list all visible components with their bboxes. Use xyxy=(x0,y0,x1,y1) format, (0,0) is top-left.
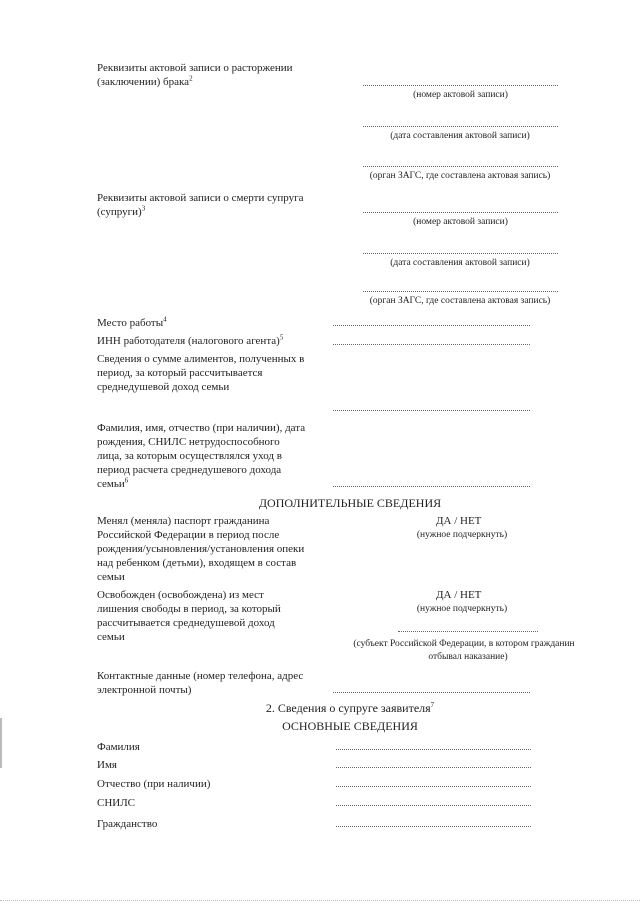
death-office-caption: (орган ЗАГС, где составлена актовая запись) xyxy=(369,296,551,306)
prison-release-label: Освобожден (освобождена) из мест xyxy=(97,589,264,601)
passport-change-label-cont: рождения/усыновления/установления опеки xyxy=(97,543,305,555)
divorce-number-caption: (номер актовой записи) xyxy=(413,90,508,100)
employer-inn-field[interactable] xyxy=(333,344,530,345)
care-person-label-cont: рождения, СНИЛС нетрудоспособного xyxy=(97,436,280,448)
care-person-label-cont: семьи$^6$ xyxy=(97,476,129,490)
main-info-heading: ОСНОВНЫЕ СВЕДЕНИЯ xyxy=(282,719,418,733)
divorce-number-field[interactable] xyxy=(363,85,558,86)
prison-choice-hint: (нужное подчеркнуть) xyxy=(416,604,508,614)
work-place-label: Место работы$^4$ xyxy=(97,315,167,329)
contacts-field[interactable] xyxy=(333,692,530,693)
passport-change-label-cont: семьи xyxy=(97,571,125,583)
passport-yes-no-choice[interactable]: ДА / НЕТ xyxy=(436,515,482,527)
first-name-field[interactable] xyxy=(336,767,531,768)
care-person-label: Фамилия, имя, отчество (при наличии), дата xyxy=(97,422,306,434)
surname-field[interactable] xyxy=(336,749,531,750)
work-place-field[interactable] xyxy=(333,325,530,326)
surname-label: Фамилия xyxy=(97,741,140,753)
scan-edge-mark xyxy=(0,718,2,768)
divorce-date-caption: (дата составления актовой записи) xyxy=(390,131,530,141)
snils-field[interactable] xyxy=(336,805,531,806)
alimony-label-cont: период, за который рассчитывается xyxy=(97,367,263,379)
passport-choice-hint: (нужное подчеркнуть) xyxy=(416,530,508,540)
spouse-section-title: 2. Сведения о супруге заявителя$^7$ xyxy=(265,701,435,715)
employer-inn-label: ИНН работодателя (налогового агента)$^5$ xyxy=(97,333,284,347)
divorce-office-field[interactable] xyxy=(363,166,558,167)
alimony-label: Сведения о сумме алиментов, полученных в xyxy=(97,353,305,365)
care-person-label-cont: период расчета среднедушевого дохода xyxy=(97,464,282,476)
first-name-label: Имя xyxy=(97,759,117,771)
patronymic-field[interactable] xyxy=(336,786,531,787)
prison-release-label-cont: рассчитывается среднедушевой доход xyxy=(97,617,275,629)
passport-change-label-cont: над ребенком (детьми), входящем в состав xyxy=(97,557,297,569)
contacts-label-cont: электронной почты) xyxy=(97,684,192,696)
prison-release-label-cont: семьи xyxy=(97,631,125,643)
care-person-field[interactable] xyxy=(333,486,530,487)
death-record-label-cont: (супруги)$^3$ xyxy=(97,204,146,218)
death-office-field[interactable] xyxy=(363,291,558,292)
patronymic-label: Отчество (при наличии) xyxy=(97,778,211,790)
death-number-field[interactable] xyxy=(363,212,558,213)
death-record-label: Реквизиты актовой записи о смерти супруга xyxy=(97,192,304,204)
death-date-caption: (дата составления актовой записи) xyxy=(390,258,530,268)
alimony-field[interactable] xyxy=(333,410,530,411)
snils-label: СНИЛС xyxy=(97,797,136,809)
prison-region-caption: (субъект Российской Федерации, в котором гражданин xyxy=(353,639,575,649)
passport-change-label: Менял (меняла) паспорт гражданина xyxy=(97,515,270,527)
contacts-label: Контактные данные (номер телефона, адрес xyxy=(97,670,304,682)
scan-bottom-edge xyxy=(0,900,640,901)
prison-region-caption-cont: отбывал наказание) xyxy=(428,652,508,662)
prison-release-label-cont: лишения свободы в период, за который xyxy=(97,603,281,615)
care-person-label-cont: лица, за которым осуществлялся уход в xyxy=(97,450,282,462)
divorce-office-caption: (орган ЗАГС, где составлена актовая запись) xyxy=(369,171,551,181)
death-number-caption: (номер актовой записи) xyxy=(413,217,508,227)
passport-change-label-cont: Российской Федерации в период после xyxy=(97,529,280,541)
citizenship-field[interactable] xyxy=(336,826,531,827)
alimony-label-cont: среднедушевой доход семьи xyxy=(97,381,230,393)
divorce-record-label-cont: (заключении) брака$^2$ xyxy=(97,74,193,88)
divorce-record-label: Реквизиты актовой записи о расторжении xyxy=(97,62,293,74)
citizenship-label: Гражданство xyxy=(97,818,158,830)
prison-yes-no-choice[interactable]: ДА / НЕТ xyxy=(436,589,482,601)
additional-info-heading: ДОПОЛНИТЕЛЬНЫЕ СВЕДЕНИЯ xyxy=(258,496,442,510)
prison-region-field[interactable] xyxy=(398,631,538,632)
divorce-date-field[interactable] xyxy=(363,126,558,127)
death-date-field[interactable] xyxy=(363,253,558,254)
